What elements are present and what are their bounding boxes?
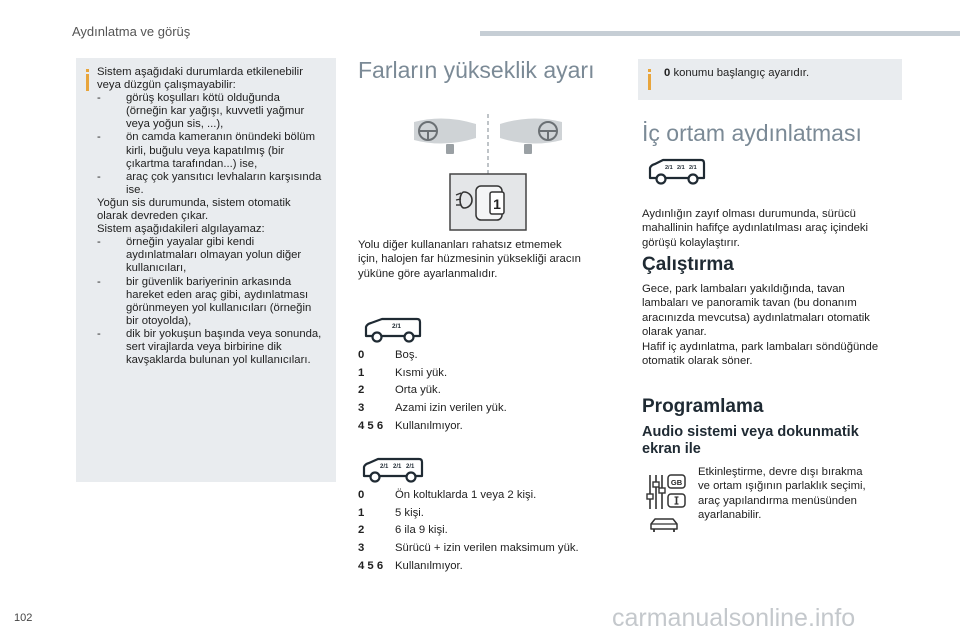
note-line: Yoğun sis durumunda, sistem otomatik [97, 196, 291, 209]
interior-intro [642, 207, 912, 250]
note-line: kullanıcıları, [126, 262, 187, 275]
list-item [358, 417, 608, 435]
van-icon-large [360, 456, 424, 484]
load-list-a [358, 346, 608, 435]
text-line: Yolu diğer kullananları rahatsız etmemek [358, 239, 562, 251]
list-key: 4 5 6 [358, 420, 384, 433]
text-line: görüşü kolaylaştırır. [642, 236, 740, 249]
audio-system-title [642, 424, 922, 458]
note-line: hareket eden araç gibi, aydınlatması [126, 288, 309, 301]
note-line: olarak devreden çıkar. [97, 210, 209, 223]
note-line: veya yoğun sis, ...), [126, 118, 224, 131]
left-note-text [97, 66, 333, 367]
list-key: 4 5 6 [358, 560, 384, 573]
list-value: 5 kişi. [395, 506, 424, 519]
right-note-text [664, 67, 809, 79]
list-key: 3 [358, 542, 365, 555]
list-value: Sürücü + izin verilen maksimum yük. [395, 542, 579, 555]
text-line: araç yapılandırma menüsünden [698, 494, 857, 507]
page-number: 102 [14, 612, 33, 624]
dash-bullet: - [97, 170, 101, 183]
list-key: 1 [358, 506, 365, 519]
text-line: ayarlanabilir. [698, 509, 762, 522]
note-line: Sistem aşağıdaki durumlarda etkilenebilir [97, 66, 303, 78]
info-icon-dot [648, 69, 651, 72]
list-value: Azami izin verilen yük. [395, 402, 507, 415]
text-line: otomatik olarak söner. [642, 355, 753, 368]
note-line: aydınlatmaları olmayan yolun diğer [126, 249, 302, 262]
headlamp-intro [358, 238, 608, 281]
van-interior-badge-3: 2/1 [689, 165, 697, 171]
list-key: 0 [358, 348, 365, 361]
note-line: - örneğin yayalar gibi kendi [97, 236, 255, 249]
info-icon-dot [86, 69, 89, 72]
list-item [358, 382, 608, 400]
text-line: olarak yanar. [642, 326, 707, 339]
list-item [358, 504, 618, 522]
list-value: 6 ila 9 kişi. [395, 524, 448, 537]
van-interior-badge-2: 2/1 [677, 165, 685, 171]
note-line: kavşaklarda bulunan yol kullanıcıları. [126, 354, 311, 367]
list-key: 3 [358, 402, 365, 415]
list-item [358, 539, 618, 557]
dash-bullet: - [97, 275, 101, 288]
dial-label: 1 [493, 196, 501, 212]
note-line: - bir güvenlik bariyerinin arkasında [97, 275, 292, 288]
list-key: 0 [358, 488, 365, 501]
list-value: Kısmi yük. [395, 366, 448, 379]
van-large-badge-2: 2/1 [393, 464, 402, 470]
audio-title-line: Audio sistemi veya dokunmatik [642, 424, 859, 440]
list-key: 2 [358, 384, 365, 397]
info-icon [648, 74, 651, 90]
load-list-b [358, 486, 618, 575]
text-line: yüküne göre ayarlanmalıdır. [358, 267, 498, 280]
dash-bullet: - [97, 327, 101, 340]
settings-sliders-icon [644, 472, 688, 512]
note-line: - görüş koşulları kötü olduğunda [97, 92, 280, 105]
note-line: çıkartma tarafından...) ise, [126, 157, 258, 170]
running-header: Aydınlatma ve görüş [72, 24, 191, 39]
van-small-badge: 2/1 [392, 323, 402, 330]
list-item [358, 522, 618, 540]
van-large-badge-1: 2/1 [380, 464, 389, 470]
text-line: Etkinleştirme, devre dışı bırakma [698, 466, 863, 478]
dash-bullet: - [97, 236, 101, 249]
text-line: Aydınlığın zayıf olması durumunda, sürücü [642, 208, 856, 220]
note-line: sert virajlarda veya birbirine dik [126, 340, 282, 353]
info-icon [86, 74, 89, 91]
list-value: Ön koltuklarda 1 veya 2 kişi. [395, 488, 537, 501]
note-line: veya düzgün çalışmayabilir: [97, 79, 236, 92]
text-line: mahallinin hafifçe aydınlatılması araç içindeki [642, 222, 869, 235]
headlamp-illustration [408, 112, 568, 232]
note-line: (örneğin kar yağışı, kuvvetli yağmur [126, 105, 305, 118]
note-line: bir otoyolda), [126, 314, 192, 327]
text-line: için, halojen far hüzmesinin yüksekliği aracın [358, 253, 581, 266]
list-value: Boş. [395, 348, 418, 361]
note-line: Sistem aşağıdakileri algılayamaz: [97, 223, 265, 236]
van-large-badge-3: 2/1 [406, 464, 415, 470]
dash-bullet: - [97, 92, 101, 105]
list-item [358, 364, 608, 382]
list-value: Kullanılmıyor. [395, 560, 463, 573]
note-line: ise. [126, 183, 144, 196]
note-key: 0 [664, 67, 671, 79]
note-line: - ön camda kameranın önündeki bölüm [97, 131, 316, 144]
van-icon-interior [646, 156, 706, 188]
operation-text [642, 282, 922, 368]
header-bar [480, 31, 960, 36]
text-line: ve ortam ışığının parlaklık seçimi, [698, 480, 866, 493]
list-item [358, 399, 608, 417]
note-line: görünmeyen yol kullanıcıları (örneğin [126, 301, 312, 314]
operation-title: Çalıştırma [642, 254, 734, 275]
headlamp-section-title: Farların yükseklik ayarı [358, 57, 595, 83]
list-key: 1 [358, 366, 365, 379]
list-value: Orta yük. [395, 384, 441, 397]
van-icon-small [362, 316, 422, 344]
note-line: kirli, buğulu veya kapatılmış (bir [126, 144, 285, 157]
text-line: Gece, park lambaları yakıldığında, tavan [642, 283, 845, 295]
programming-title: Programlama [642, 396, 764, 417]
text-line: lambaları ve panoramik tavan (bu donanım [642, 297, 857, 310]
car-icon [648, 515, 680, 535]
audio-system-text [698, 465, 918, 523]
note-value: konumu başlangıç ayarıdır. [673, 67, 810, 79]
list-value: Kullanılmıyor. [395, 420, 463, 433]
gb-label: GB [670, 478, 683, 487]
note-line: - araç çok yansıtıcı levhaların karşısında [97, 170, 322, 183]
text-line: aracınızda mevcutsa) aydınlatmaları otomatik [642, 311, 870, 324]
list-item [358, 486, 618, 504]
watermark: carmanualsonline.info [612, 604, 856, 632]
right-note-box [638, 59, 902, 100]
dash-bullet: - [97, 131, 101, 144]
list-item [358, 346, 608, 364]
audio-title-line: ekran ile [642, 441, 701, 457]
list-item [358, 557, 618, 575]
text-line: Hafif iç aydınlatma, park lambaları söndüğünde [642, 340, 879, 353]
note-line: - dik bir yokuşun başında veya sonunda, [97, 327, 322, 340]
list-key: 2 [358, 524, 365, 537]
van-interior-badge-1: 2/1 [665, 165, 673, 171]
interior-lighting-title: İç ortam aydınlatması [642, 120, 862, 146]
